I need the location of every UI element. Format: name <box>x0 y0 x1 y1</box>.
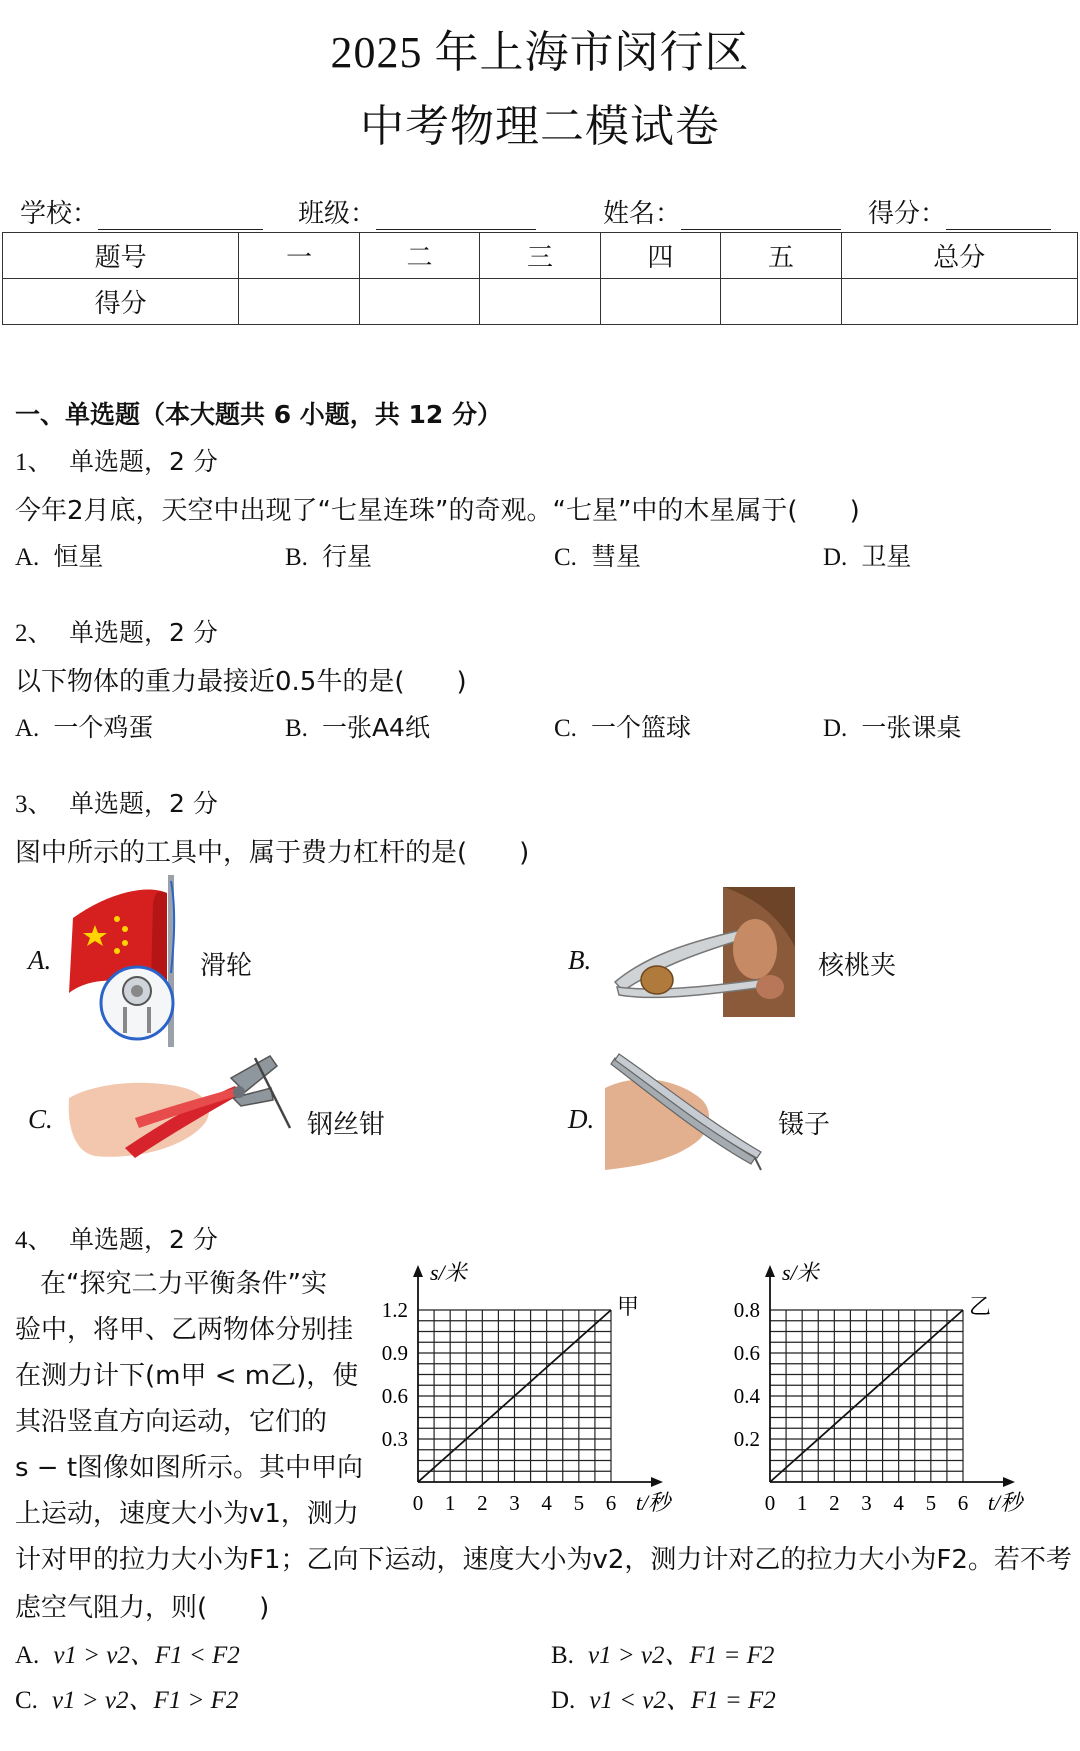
name-label: 姓名： <box>603 199 682 229</box>
q4-type: 单选题，2 分 <box>69 1225 218 1254</box>
option-letter: B. <box>285 715 308 742</box>
y-tick-label: 0.8 <box>733 1298 760 1322</box>
class-blank[interactable] <box>376 203 536 230</box>
score-cell[interactable] <box>721 279 841 325</box>
score-blank[interactable] <box>946 203 1051 230</box>
y-axis-arrow <box>765 1265 775 1277</box>
y-tick-label: 1.2 <box>381 1298 408 1322</box>
option-letter: B. <box>285 544 308 571</box>
option-text: v1 > v2、F1 > F2 <box>51 1687 239 1714</box>
option-letter: A. <box>15 715 40 742</box>
option-text: 滑轮 <box>200 951 253 981</box>
q1-option-d[interactable] <box>823 537 911 573</box>
x-tick-label: 3 <box>509 1491 520 1515</box>
q4-stem-line: 其沿竖直方向运动，它们的 <box>15 1407 328 1437</box>
y-axis-arrow <box>413 1265 423 1277</box>
option-letter: D. <box>551 1687 576 1714</box>
option-letter: C. <box>28 1104 53 1134</box>
option-letter: C. <box>554 715 577 742</box>
q1-type: 单选题，2 分 <box>69 447 218 476</box>
q4-option-b[interactable] <box>551 1635 774 1671</box>
q4-stem-line: 在“探究二力平衡条件”实 <box>40 1269 327 1299</box>
school-label: 学校： <box>20 199 99 229</box>
option-letter: A. <box>28 945 52 975</box>
q2-stem: 以下物体的重力最接近0.5牛的是( ) <box>15 667 467 697</box>
y-tick-label: 0.6 <box>733 1341 760 1365</box>
title-line-2: 中考物理二模试卷 <box>360 101 720 152</box>
q3-option-b[interactable] <box>565 873 1065 1023</box>
q4-option-a[interactable] <box>15 1635 240 1671</box>
x-tick-label: 1 <box>444 1491 456 1515</box>
option-text: 钢丝钳 <box>307 1110 386 1140</box>
q3-header <box>15 784 218 820</box>
q1-header <box>15 442 218 478</box>
y-tick-label: 0.4 <box>733 1384 760 1408</box>
score-table-header-cell: 一 <box>239 233 359 279</box>
score-field[interactable] <box>868 193 1051 230</box>
score-cell[interactable] <box>480 279 600 325</box>
y-tick-label: 0.9 <box>381 1341 408 1365</box>
option-letter: B. <box>551 1642 574 1669</box>
q4-stem-line: 上运动，速度大小为v1，测力 <box>15 1499 359 1529</box>
option-letter: D. <box>823 544 848 571</box>
option-letter: D. <box>568 1104 595 1134</box>
option-letter: C. <box>15 1687 38 1714</box>
x-tick-label: 2 <box>829 1491 840 1515</box>
q4-stem-line: s − t图像如图所示。其中甲向 <box>15 1453 364 1483</box>
series-label: 乙 <box>969 1294 992 1319</box>
q4-number: 4、 <box>15 1227 53 1254</box>
option-text: 一个篮球 <box>590 713 691 742</box>
chart-jia <box>368 1250 713 1520</box>
score-table-header-row <box>3 233 1078 279</box>
x-axis-label: t/秒 <box>987 1490 1023 1515</box>
option-letter: C. <box>554 544 577 571</box>
option-text: v1 > v2、F1 < F2 <box>53 1642 240 1669</box>
score-label: 得分： <box>868 199 947 229</box>
x-tick-label: 2 <box>477 1491 488 1515</box>
q4-stem-line: 验中，将甲、乙两物体分别挂 <box>15 1315 354 1345</box>
x-tick-label: 6 <box>605 1491 617 1515</box>
x-tick-label: 0 <box>764 1491 776 1515</box>
option-text: 行星 <box>321 542 372 571</box>
section-heading: 一、单选题（本大题共 6 小题，共 12 分） <box>15 400 503 429</box>
pliers-icon <box>65 1048 295 1178</box>
x-tick-label: 1 <box>796 1491 808 1515</box>
option-text: v1 < v2、F1 = F2 <box>589 1687 776 1714</box>
score-table <box>2 232 1078 325</box>
score-table-score-row <box>3 279 1078 325</box>
q1-number: 1、 <box>15 449 53 476</box>
y-axis-label: s/米 <box>782 1260 819 1285</box>
class-label: 班级： <box>298 199 377 229</box>
q2-option-b[interactable] <box>285 708 430 744</box>
option-letter: A. <box>15 544 40 571</box>
q4-header <box>15 1220 218 1256</box>
x-axis-label: t/秒 <box>635 1490 671 1515</box>
q3-option-d[interactable] <box>565 1048 1065 1178</box>
tweezers-icon <box>605 1048 770 1178</box>
score-table-header-cell: 二 <box>359 233 479 279</box>
name-field[interactable] <box>603 193 841 230</box>
option-text: 一张A4纸 <box>321 713 430 742</box>
option-letter: D. <box>823 715 848 742</box>
option-letter: A. <box>15 1642 40 1669</box>
option-text: 一个鸡蛋 <box>53 713 154 742</box>
x-tick-label: 5 <box>573 1491 585 1515</box>
y-axis-label: s/米 <box>430 1260 467 1285</box>
q3-number: 3、 <box>15 791 53 818</box>
school-field[interactable] <box>20 193 263 230</box>
name-blank[interactable] <box>681 203 841 230</box>
class-field[interactable] <box>298 193 536 230</box>
x-tick-label: 4 <box>541 1491 552 1515</box>
x-axis-arrow <box>1003 1477 1015 1487</box>
school-blank[interactable] <box>98 203 263 230</box>
score-cell[interactable] <box>359 279 479 325</box>
score-cell[interactable] <box>239 279 359 325</box>
score-table-header-cell: 题号 <box>3 233 239 279</box>
q4-option-d[interactable] <box>551 1680 776 1716</box>
option-text: v1 > v2、F1 = F2 <box>587 1642 775 1669</box>
q3-type: 单选题，2 分 <box>69 789 218 818</box>
q4-stem-line: 在测力计下(m甲 < m乙)，使 <box>15 1361 359 1391</box>
q2-type: 单选题，2 分 <box>69 618 218 647</box>
q2-option-a[interactable] <box>15 708 153 744</box>
x-axis-arrow <box>651 1477 663 1487</box>
option-text: 卫星 <box>861 542 912 571</box>
option-text: 一张课桌 <box>861 713 962 742</box>
q3-stem: 图中所示的工具中，属于费力杠杆的是( ) <box>15 838 530 868</box>
y-tick-label: 0.3 <box>381 1427 408 1451</box>
y-tick-label: 0.6 <box>381 1384 408 1408</box>
q4-stem-tail: 计对甲的拉力大小为F1；乙向下运动，速度大小为v2，测力计对乙的拉力大小为F2。若不考 <box>15 1545 1072 1575</box>
score-table-header-cell: 四 <box>600 233 720 279</box>
q4-option-c[interactable] <box>15 1680 238 1716</box>
q4-stem-tail: 虑空气阻力，则( ) <box>15 1593 270 1623</box>
q2-option-c[interactable] <box>554 708 691 744</box>
score-cell[interactable] <box>600 279 720 325</box>
x-tick-label: 3 <box>861 1491 872 1515</box>
q3-option-c[interactable] <box>25 1048 545 1178</box>
option-text: 彗星 <box>590 542 641 571</box>
score-table-header-cell: 总分 <box>841 233 1077 279</box>
y-tick-label: 0.2 <box>733 1427 760 1451</box>
score-cell[interactable] <box>841 279 1077 325</box>
title-line-1: 2025 年上海市闵行区 <box>330 28 750 77</box>
q3-option-a[interactable] <box>25 873 545 1048</box>
q2-number: 2、 <box>15 620 53 647</box>
q1-option-a[interactable] <box>15 537 103 573</box>
x-tick-label: 5 <box>925 1491 937 1515</box>
option-text: 恒星 <box>53 542 104 571</box>
score-table-header-cell: 三 <box>480 233 600 279</box>
x-tick-label: 6 <box>957 1491 969 1515</box>
chart-yi <box>720 1250 1065 1520</box>
x-tick-label: 4 <box>893 1491 904 1515</box>
x-tick-label: 0 <box>412 1491 424 1515</box>
option-text: 镊子 <box>778 1110 831 1140</box>
nutcracker-icon <box>605 887 795 1022</box>
score-table-header-cell: 五 <box>721 233 841 279</box>
q2-option-d[interactable] <box>823 708 961 744</box>
option-letter: B. <box>568 945 592 975</box>
q1-option-b[interactable] <box>285 537 372 573</box>
q2-header <box>15 613 218 649</box>
series-label: 甲 <box>617 1294 640 1319</box>
q1-stem: 今年2月底，天空中出现了“七星连珠”的奇观。“七星”中的木星属于( ) <box>15 496 860 526</box>
score-table-row-label: 得分 <box>3 279 239 325</box>
flag-pulley-icon <box>65 873 210 1048</box>
q1-option-c[interactable] <box>554 537 641 573</box>
option-text: 核桃夹 <box>818 951 897 981</box>
